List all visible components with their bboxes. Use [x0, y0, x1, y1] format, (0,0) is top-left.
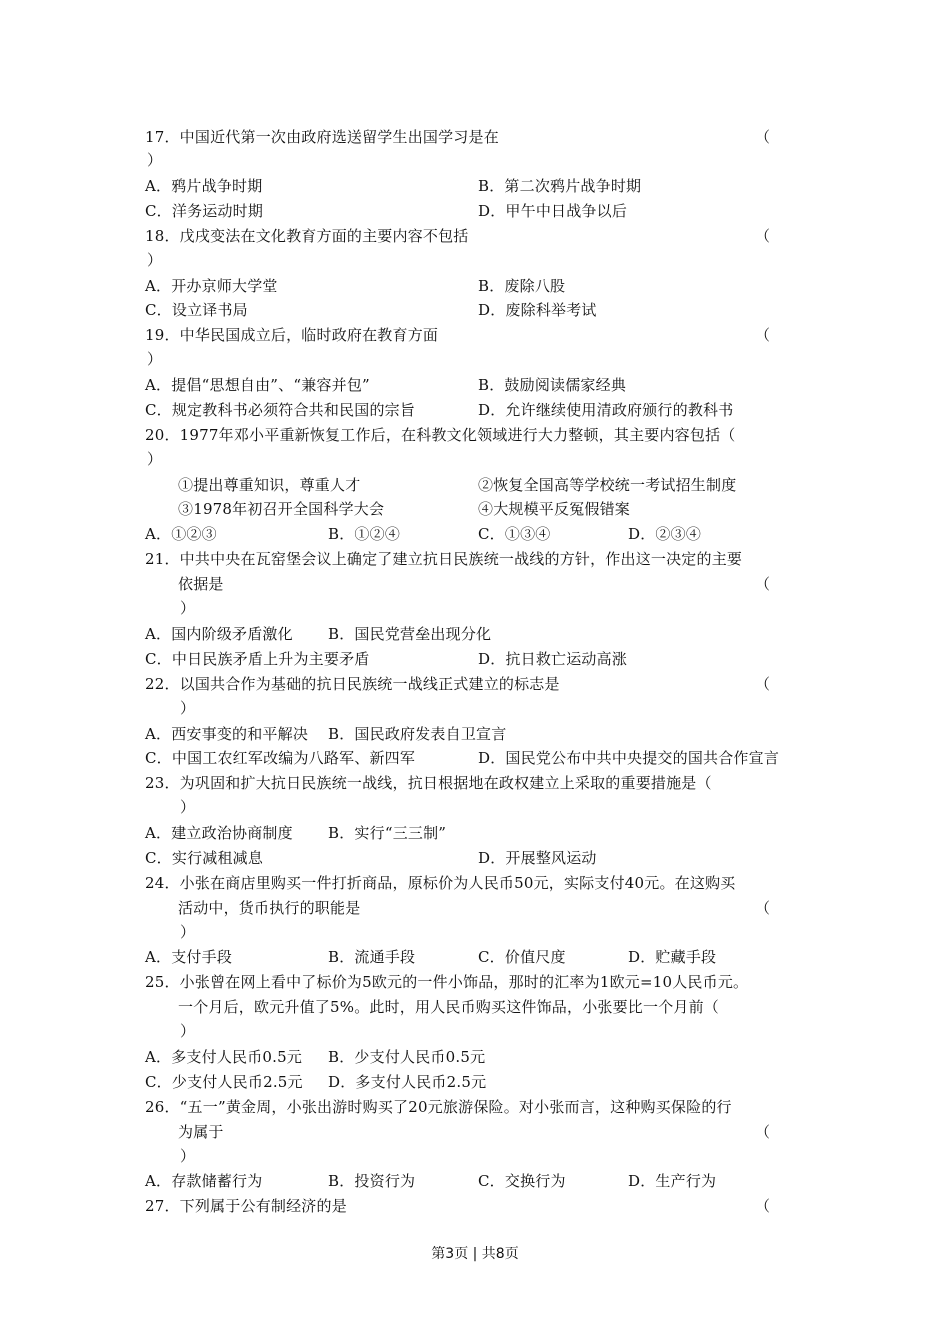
- q25-option-d: D．多支付人民币2.5元: [328, 1073, 487, 1091]
- q21-paren-close: ）: [180, 599, 196, 617]
- q20-statement-2: ②恢复全国高等学校统一考试招生制度: [478, 476, 737, 494]
- q18-option-b: B．废除八股: [478, 277, 566, 295]
- q17-option-a: A．鸦片战争时期: [145, 177, 263, 195]
- q22-stem: 22．以国共合作为基础的抗日民族统一战线正式建立的标志是: [145, 675, 560, 693]
- q22-paren-close: ）: [180, 699, 196, 717]
- q19-option-c: C．规定教科书必须符合共和民国的宗旨: [145, 401, 416, 419]
- q18-option-c: C．设立译书局: [145, 301, 248, 319]
- q22-option-a: A．西安事变的和平解决: [145, 725, 309, 743]
- q25-stem-line1: 25．小张曾在网上看中了标价为5欧元的一件小饰品，那时的汇率为1欧元=10人民币元。: [145, 973, 749, 991]
- q20-option-d: D．②③④: [628, 525, 702, 543]
- q18-option-d: D．废除科举考试: [478, 301, 597, 319]
- q24-paren-close: ）: [180, 923, 196, 941]
- q20-statement-4: ④大规模平反冤假错案: [478, 500, 631, 518]
- q24-paren-open: （: [755, 899, 771, 917]
- q19-stem: 19．中华民国成立后，临时政府在教育方面: [145, 326, 439, 344]
- q22-option-d: D．国民党公布中共中央提交的国共合作宣言: [478, 749, 780, 767]
- q25-option-a: A．多支付人民币0.5元: [145, 1048, 303, 1066]
- q19-paren-close: ）: [147, 350, 163, 368]
- q24-option-b: B．流通手段: [328, 948, 416, 966]
- q21-stem-line2: 依据是: [178, 575, 224, 593]
- q23-option-b: B．实行“三三制”: [328, 824, 447, 842]
- q20-statement-3: ③1978年初召开全国科学大会: [178, 500, 385, 518]
- q19-option-d: D．允许继续使用清政府颁行的教科书: [478, 401, 734, 419]
- q23-paren-close: ）: [180, 798, 196, 816]
- q26-option-d: D．生产行为: [628, 1172, 717, 1190]
- q24-stem-line2: 活动中，货币执行的职能是: [178, 899, 361, 917]
- q26-option-c: C．交换行为: [478, 1172, 566, 1190]
- q23-stem: 23．为巩固和扩大抗日民族统一战线，抗日根据地在政权建立上采取的重要措施是（: [145, 774, 712, 792]
- q19-option-a: A．提倡“思想自由”、“兼容并包”: [145, 376, 370, 394]
- q21-paren-open: （: [755, 575, 771, 593]
- q19-option-b: B．鼓励阅读儒家经典: [478, 376, 627, 394]
- q23-option-c: C．实行减租减息: [145, 849, 264, 867]
- q17-option-c: C．洋务运动时期: [145, 202, 264, 220]
- q20-stem: 20．1977年邓小平重新恢复工作后，在科教文化领域进行大力整顿，其主要内容包括（: [145, 426, 736, 444]
- q19-paren-open: （: [755, 326, 771, 344]
- q27-paren-open: （: [755, 1197, 771, 1215]
- q18-stem: 18．戊戌变法在文化教育方面的主要内容不包括: [145, 227, 469, 245]
- q26-paren-open: （: [755, 1123, 771, 1141]
- q17-paren-close: ）: [147, 151, 163, 169]
- q23-option-d: D．开展整风运动: [478, 849, 597, 867]
- q25-option-b: B．少支付人民币0.5元: [328, 1048, 486, 1066]
- page-number-footer: 第3页 | 共8页: [431, 1246, 519, 1262]
- q18-paren-open: （: [755, 227, 771, 245]
- q22-option-c: C．中国工农红军改编为八路军、新四军: [145, 749, 416, 767]
- q21-option-d: D．抗日救亡运动高涨: [478, 650, 628, 668]
- q24-option-a: A．支付手段: [145, 948, 233, 966]
- q17-option-b: B．第二次鸦片战争时期: [478, 177, 642, 195]
- q25-option-c: C．少支付人民币2.5元: [145, 1073, 303, 1091]
- q17-option-d: D．甲午中日战争以后: [478, 202, 628, 220]
- q26-stem-line1: 26．“五一”黄金周，小张出游时购买了20元旅游保险。对小张而言，这种购买保险的行: [145, 1098, 732, 1116]
- q17-paren-open: （: [755, 128, 771, 146]
- q27-stem: 27．下列属于公有制经济的是: [145, 1197, 347, 1215]
- q17-stem: 17．中国近代第一次由政府选送留学生出国学习是在: [145, 128, 499, 146]
- q18-paren-close: ）: [147, 251, 163, 269]
- q26-option-a: A．存款储蓄行为: [145, 1172, 263, 1190]
- q20-option-c: C．①③④: [478, 525, 551, 543]
- q20-option-a: A．①②③: [145, 525, 217, 543]
- q25-stem-line2: 一个月后，欧元升值了5%。此时，用人民币购买这件饰品，小张要比一个月前（: [178, 998, 719, 1016]
- q23-option-a: A．建立政治协商制度: [145, 824, 293, 842]
- q25-paren-close: ）: [180, 1022, 196, 1040]
- q22-paren-open: （: [755, 675, 771, 693]
- q21-option-b: B．国民党营垒出现分化: [328, 625, 492, 643]
- q26-option-b: B．投资行为: [328, 1172, 416, 1190]
- q21-stem-line1: 21．中共中央在瓦窑堡会议上确定了建立抗日民族统一战线的方针，作出这一决定的主要: [145, 550, 743, 568]
- q24-option-d: D．贮藏手段: [628, 948, 717, 966]
- q20-paren-close: ）: [147, 450, 163, 468]
- q18-option-a: A．开办京师大学堂: [145, 277, 278, 295]
- q24-stem-line1: 24．小张在商店里购买一件打折商品，原标价为人民币50元，实际支付40元。在这购买: [145, 874, 736, 892]
- q26-stem-line2: 为属于: [178, 1123, 224, 1141]
- q24-option-c: C．价值尺度: [478, 948, 566, 966]
- q26-paren-close: ）: [180, 1147, 196, 1165]
- q20-statement-1: ①提出尊重知识，尊重人才: [178, 476, 361, 494]
- q21-option-c: C．中日民族矛盾上升为主要矛盾: [145, 650, 370, 668]
- q20-option-b: B．①②④: [328, 525, 401, 543]
- q22-option-b: B．国民政府发表自卫宣言: [328, 725, 507, 743]
- q21-option-a: A．国内阶级矛盾激化: [145, 625, 293, 643]
